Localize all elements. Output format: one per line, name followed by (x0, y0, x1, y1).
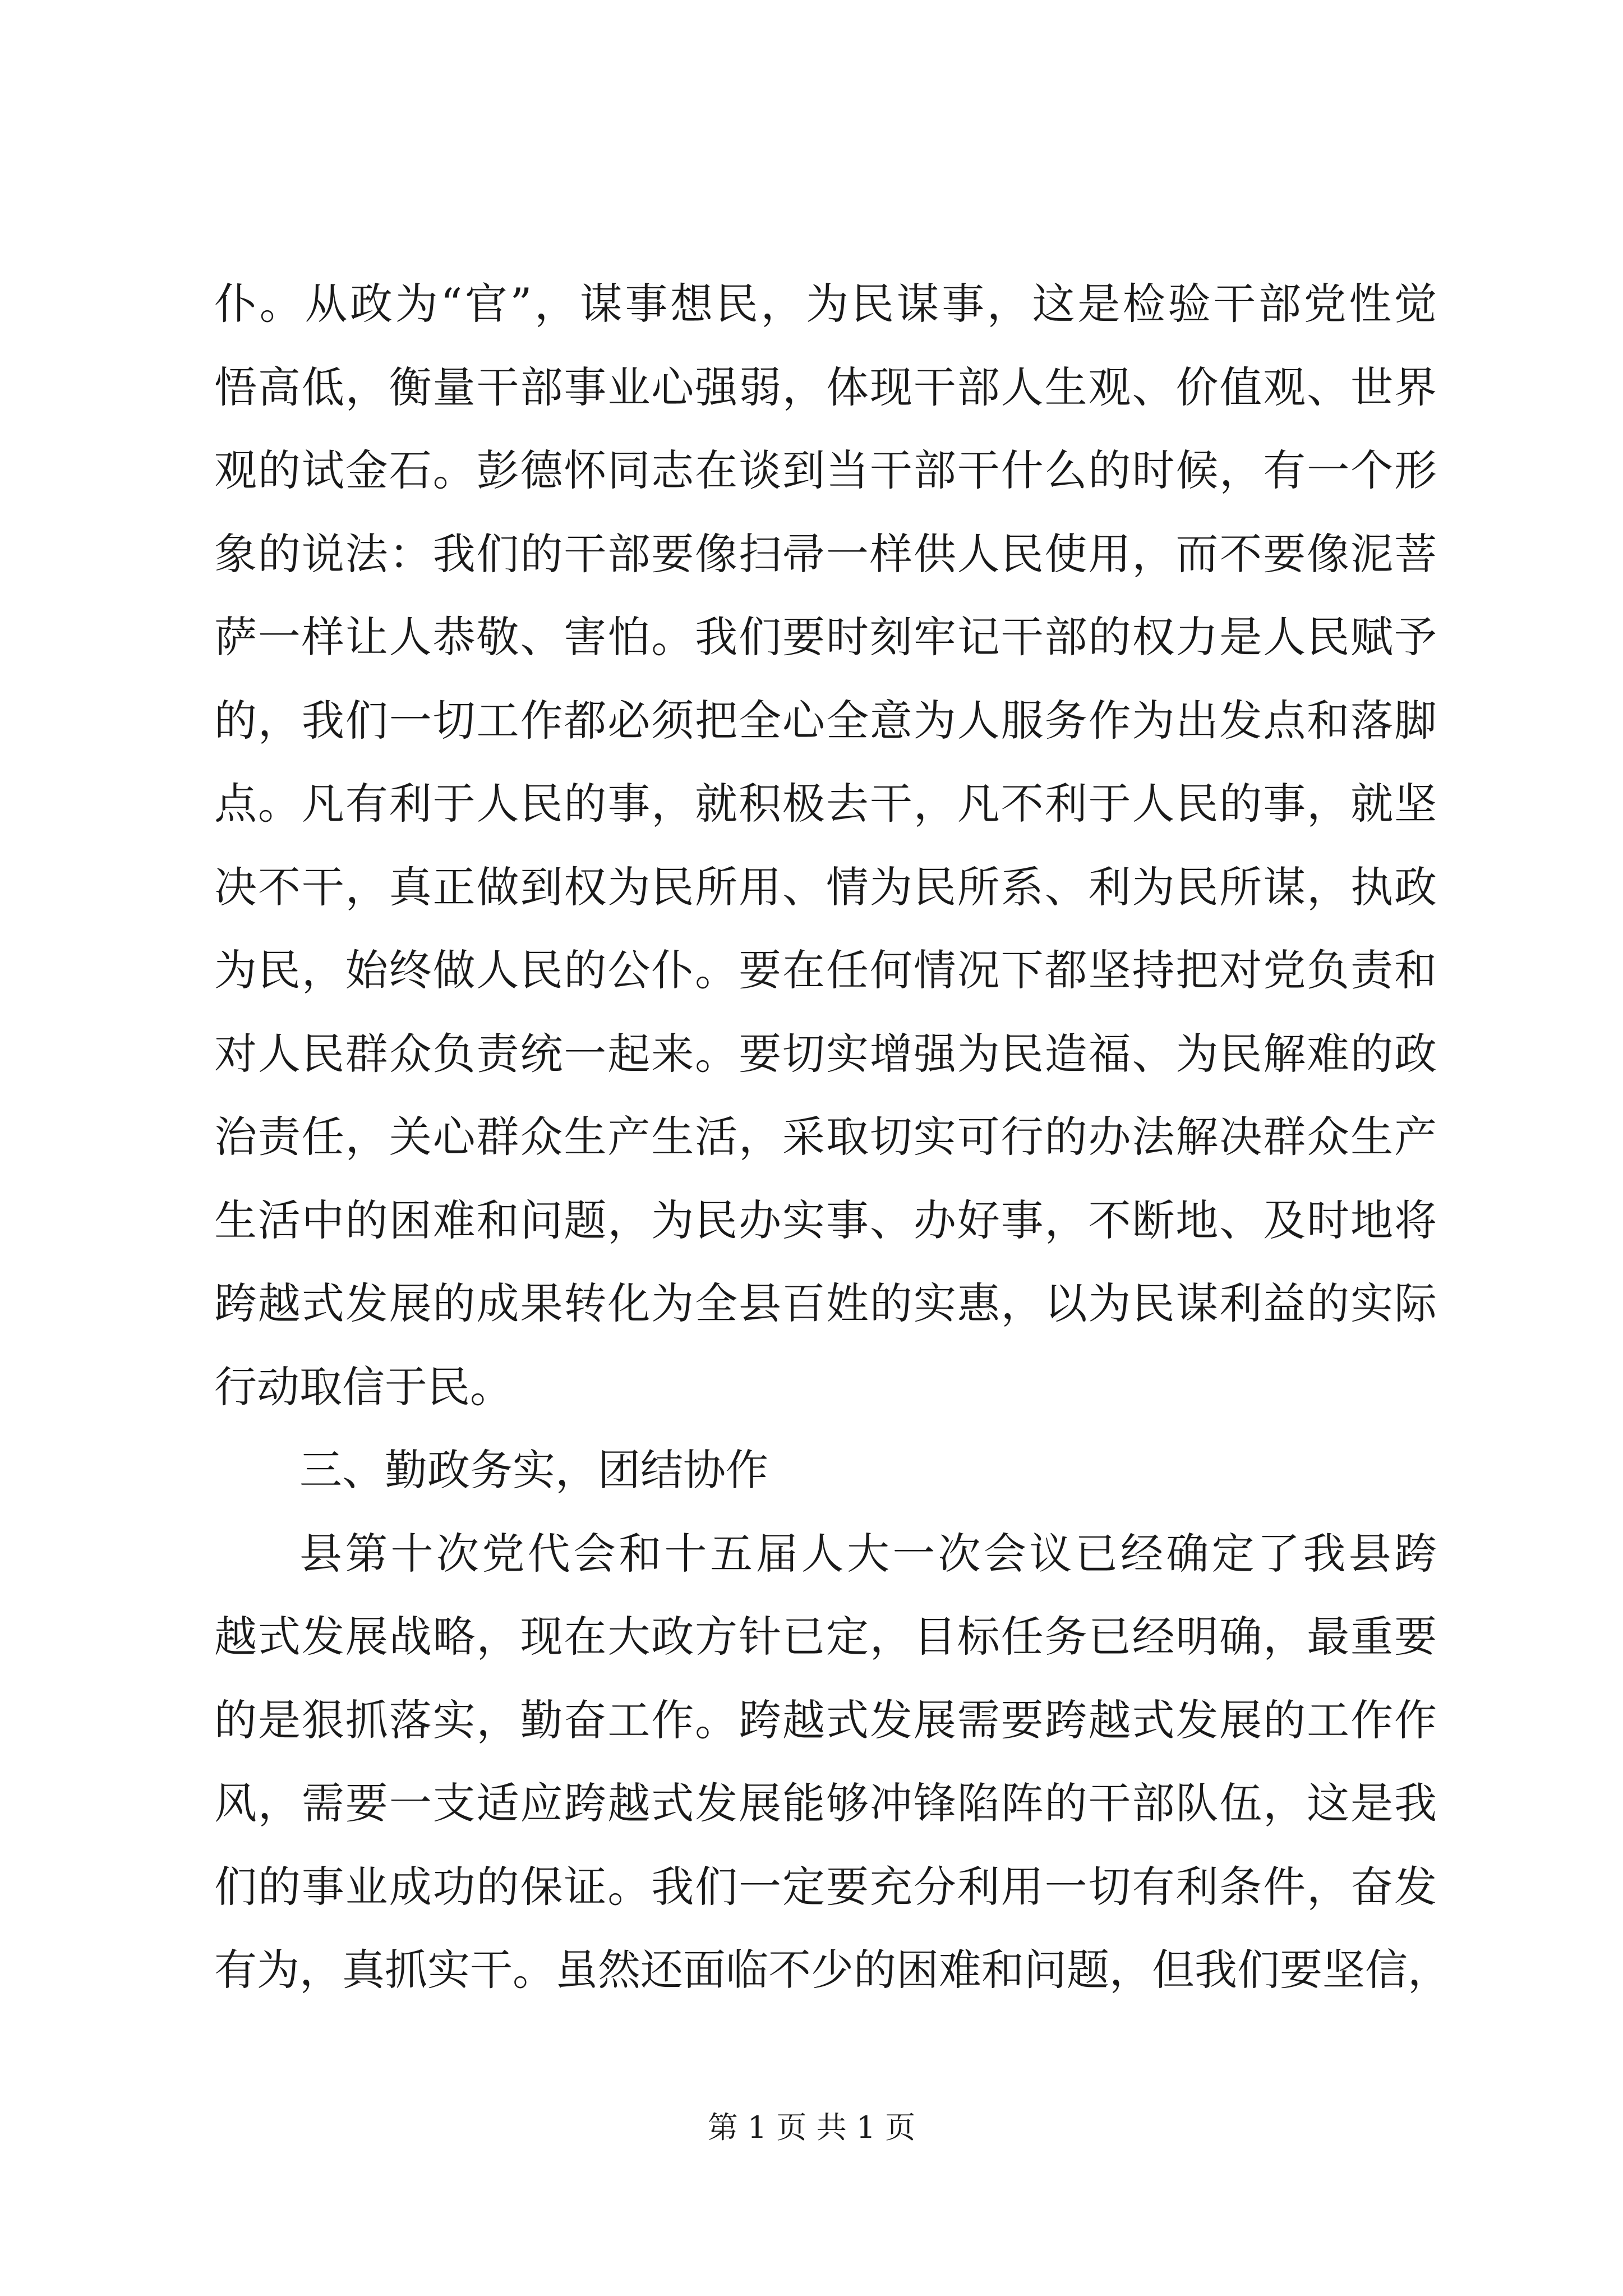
text-line: 对人民群众负责统一起来。要切实增强为民造福、为民解难的政 (214, 1028, 1437, 1079)
text-line: 点。凡有利于人民的事，就积极去干，凡不利于人民的事，就坚 (214, 779, 1437, 829)
text-line: 越式发展战略，现在大政方针已定，目标任务已经明确，最重要 (214, 1612, 1437, 1662)
text-line: 悟高低，衡量干部事业心强弱，体现干部人生观、价值观、世界 (214, 362, 1437, 412)
text-line: 跨越式发展的成果转化为全县百姓的实惠，以为民谋利益的实际 (214, 1278, 1437, 1328)
text-line: 萨一样让人恭敬、害怕。我们要时刻牢记干部的权力是人民赋予 (214, 612, 1437, 662)
text-line: 行动取信于民。 (214, 1361, 513, 1412)
text-line: 有为，真抓实干。虽然还面临不少的困难和问题，但我们要坚信， (214, 1945, 1450, 1995)
document-body (214, 263, 1450, 2012)
text-line: 们的事业成功的保证。我们一定要充分利用一切有利条件，奋发 (214, 1861, 1437, 1912)
text-line: 决不干，真正做到权为民所用、情为民所系、利为民所谋，执政 (214, 862, 1437, 912)
text-line: 为民，始终做人民的公仆。要在任何情况下都坚持把对党负责和 (214, 945, 1437, 995)
section-heading: 三、勤政务实，团结协作 (299, 1445, 768, 1495)
text-line: 治责任，关心群众生产生活，采取切实可行的办法解决群众生产 (214, 1112, 1437, 1162)
text-line: 仆。从政为“官”，谋事想民，为民谋事，这是检验干部党性觉 (214, 279, 1437, 329)
text-line: 生活中的困难和问题，为民办实事、办好事，不断地、及时地将 (214, 1195, 1437, 1245)
page-footer: 第 1 页 共 1 页 (707, 2110, 916, 2145)
text-line: 的，我们一切工作都必须把全心全意为人服务作为出发点和落脚 (214, 695, 1437, 746)
text-line: 象的说法：我们的干部要像扫帚一样供人民使用，而不要像泥菩 (214, 528, 1437, 579)
text-line: 风，需要一支适应跨越式发展能够冲锋陷阵的干部队伍，这是我 (214, 1778, 1437, 1828)
text-line: 县第十次党代会和十五届人大一次会议已经确定了我县跨 (299, 1528, 1437, 1579)
text-line: 的是狠抓落实，勤奋工作。跨越式发展需要跨越式发展的工作作 (214, 1695, 1437, 1745)
text-line: 观的试金石。彭德怀同志在谈到当干部干什么的时候，有一个形 (214, 445, 1437, 495)
